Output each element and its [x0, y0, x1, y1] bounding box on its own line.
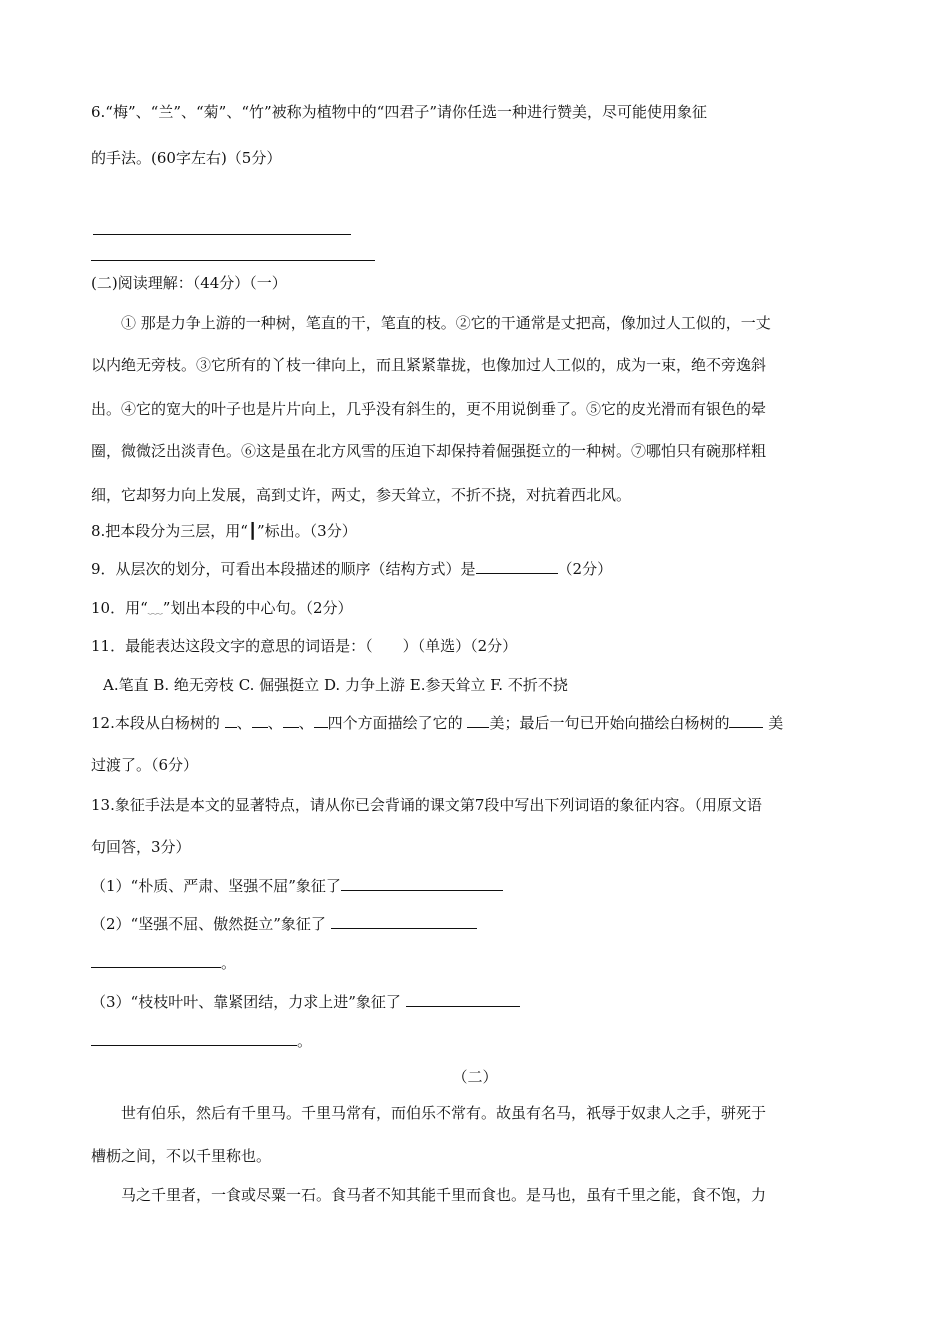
answer-blank[interactable] — [331, 914, 477, 929]
passage-line-5: 细，它却努力向上发展，高到丈许，两丈，参天耸立，不折不挠，对抗着西北风。 — [91, 486, 632, 504]
question-12 — [91, 712, 783, 733]
answer-blank[interactable] — [91, 953, 221, 968]
question-9 — [91, 558, 612, 579]
classical-text-line-1: 世有伯乐，然后有千里马。千里马常有，而伯乐不常有。故虽有名马，祇辱于奴隶人之手，骈死于 — [121, 1104, 767, 1122]
answer-blank[interactable] — [225, 713, 237, 728]
question-9-tail: （2分） — [557, 560, 613, 578]
q12-sep: 、 — [236, 714, 252, 732]
question-13-line-2: 句回答，3分） — [91, 838, 191, 856]
wavy-underline-mark: ﹏ — [147, 599, 163, 617]
question-9-text: 9．从层次的划分，可看出本段描述的顺序（结构方式）是 — [91, 560, 476, 578]
question-13-sub-1 — [91, 875, 503, 896]
passage-line-1: ① 那是力争上游的一种树，笔直的干，笔直的枝。②它的干通常是丈把高，像加过人工似的，一丈 — [121, 314, 771, 332]
question-10-post: ”划出本段的中心句。（2分） — [162, 599, 353, 617]
q12-text: 美；最后一句已开始向描绘白杨树的 — [489, 714, 730, 732]
question-10-pre: 10．用“ — [91, 599, 148, 617]
question-8: 8.把本段分为三层，用“┃”标出。（3分） — [91, 522, 357, 540]
answer-blank[interactable] — [406, 992, 520, 1007]
answer-blank[interactable] — [467, 713, 489, 728]
answer-line[interactable] — [91, 260, 375, 261]
passage-line-2: 以内绝无旁枝。③它所有的丫枝一律向上，而且紧紧靠拢，也像加过人工似的，成为一束，绝不旁逸斜 — [91, 356, 767, 374]
q12-sep: 、 — [298, 714, 314, 732]
question-11: 11．最能表达这段文字的意思的词语是：（ ）（单选）（2分） — [91, 637, 518, 655]
q12-text: 美 — [763, 714, 784, 732]
question-13-sub-3-cont — [91, 1030, 312, 1051]
classical-text-line-2: 槽枥之间，不以千里称也。 — [91, 1147, 272, 1165]
answer-line[interactable] — [93, 234, 351, 235]
question-13-sub-2 — [91, 913, 477, 934]
question-13-sub-2-cont — [91, 952, 236, 973]
answer-blank[interactable] — [252, 713, 268, 728]
question-10 — [91, 597, 353, 618]
part-2-title: （二） — [452, 1068, 498, 1086]
answer-blank[interactable] — [314, 713, 328, 728]
answer-blank[interactable] — [341, 876, 503, 891]
question-12-line-2: 过渡了。（6分） — [91, 756, 199, 774]
section-header: (二)阅读理解：（44分）（一） — [91, 274, 287, 292]
question-13-line-1: 13.象征手法是本文的显著特点，请从你已会背诵的课文第7段中写出下列词语的象征内容。（用原文语 — [91, 796, 762, 814]
period: 。 — [297, 1032, 313, 1050]
passage-line-4: 圈，微微泛出淡青色。⑥这是虽在北方风雪的压迫下却保持着倔强挺立的一种树。⑦哪怕只有碗那样粗 — [91, 442, 767, 460]
answer-blank[interactable] — [91, 1031, 297, 1046]
classical-text-line-3: 马之千里者，一食或尽粟一石。食马者不知其能千里而食也。是马也，虽有千里之能，食不饱，力 — [121, 1186, 767, 1204]
q6-line-2: 的手法。(60字左右)（5分） — [91, 149, 282, 167]
q12-text: 四个方面描绘了它的 — [327, 714, 468, 732]
q12-text: 12.本段从白杨树的 — [91, 714, 225, 732]
q12-sep: 、 — [267, 714, 283, 732]
answer-blank[interactable] — [283, 713, 299, 728]
period: 。 — [221, 954, 237, 972]
answer-blank[interactable] — [476, 559, 558, 574]
question-13-sub-3 — [91, 991, 520, 1012]
q13-sub-3-text: （3）“枝枝叶叶、靠紧团结，力求上进”象征了 — [91, 993, 406, 1011]
answer-blank[interactable] — [729, 713, 763, 728]
q6-line-1: 6.“梅”、“兰”、“菊”、“竹”被称为植物中的“四君子”请你任选一种进行赞美，尽可能使用象征 — [91, 103, 707, 121]
q13-sub-2-text: （2）“坚强不屈、傲然挺立”象征了 — [91, 915, 331, 933]
passage-line-3: 出。④它的宽大的叶子也是片片向上，几乎没有斜生的，更不用说倒垂了。⑤它的皮光滑而有银色的晕 — [91, 400, 767, 418]
question-11-options: A.笔直 B. 绝无旁枝 C. 倔强挺立 D. 力争上游 E.参天耸立 F. 不折不挠 — [103, 676, 568, 694]
q13-sub-1-text: （1）“朴质、严肃、坚强不屈”象征了 — [91, 877, 341, 895]
